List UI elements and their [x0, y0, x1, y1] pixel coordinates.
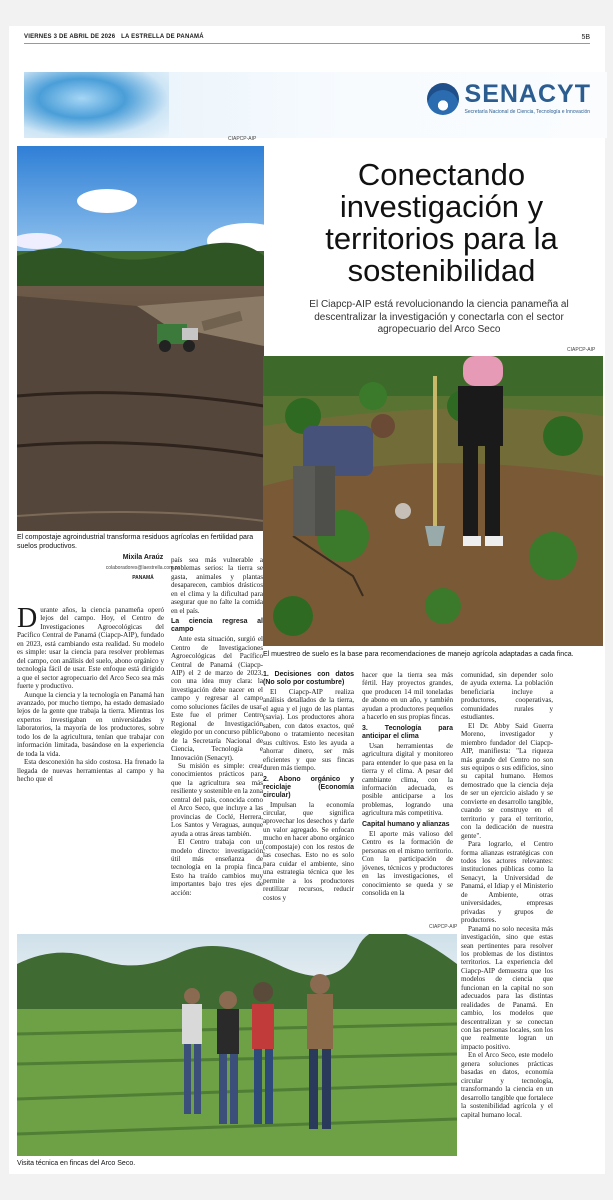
- column-3: [263, 671, 354, 902]
- article-title: Conectando investigación y territorios para la sostenibilidad: [325, 157, 558, 288]
- col1-paragraph-3: Esta desconexión ha sido costosa. Ha frenado la llegada de nuevas herramientas al campo y ha hecho que el: [17, 758, 164, 784]
- drop-cap: D: [17, 603, 38, 634]
- field-visit-photo-image: [17, 934, 457, 1156]
- column-2: [171, 556, 263, 897]
- column-5: [461, 671, 553, 1119]
- logo-text: SENACYT: [464, 80, 591, 108]
- col3-paragraph-2: Impulsan la economía circular, que significa aprovechar los desechos y darle un valor agregado. Se enfocan mucho en hacer abono orgánico (compostaje) con los restos de las cosechas. Esto no es solo para cuidar el ambiente, sino una estrategia técnica que les permite a los productores reutilizar recursos, reducir costos y: [263, 800, 354, 902]
- col4-paragraph-2: Usan herramientas de agricultura digital y monitoreo para entender lo que pasa en la tierra y el clima. A pesar del cambiante clima, con la información adecuada, es posible anticiparse a los problemas, logrando una agricultura más competitiva.: [362, 741, 453, 818]
- col4-paragraph-1: hacer que la tierra sea más fértil. Hay proyectos grandes, que producen 14 mil toneladas de abono en un año, y también ayudan a productores pequeños a hacerlo en sus propias fincas.: [362, 671, 453, 722]
- page-header: [24, 34, 204, 40]
- article-subtitle: El Ciapcp-AIP está revolucionando la ciencia panameña al descentralizar la investigación y conectarla con el sector agropecuario del Arco Seco: [309, 299, 569, 335]
- col5-paragraph-5: En el Arco Seco, este modelo genera soluciones prácticas basadas en datos, economía circular y tecnología, transformando la ciencia en un desarrollo tangible que fortalece la sostenibilidad agrícola y el capital humano local.: [461, 1051, 553, 1119]
- col3-subhead-2: 2. Abono orgánico y reciclaje (Economía circular): [263, 775, 354, 799]
- col5-paragraph-3: Para lograrlo, el Centro forma alianzas estratégicas con todos los actores relevantes: instituciones públicas como la Senacyt, la Universidad de Panamá, el Idiap y el Ministerio de Ambiente, otras universidades, empresas privadas y grupos de productores.: [461, 840, 553, 925]
- column-1: [17, 603, 164, 784]
- soil-sampling-photo-image: [263, 356, 603, 646]
- senacyt-logo-icon: [427, 83, 459, 115]
- newspaper-page: [9, 26, 605, 1174]
- col2-paragraph-4: El Centro trabaja con un modelo directo: investigación útil más enseñanza de tecnología en la propia finca. Esto ha traído cambios muy importantes bajo tres ejes de acción:: [171, 838, 263, 897]
- col2-paragraph-3: Su misión es simple: crear conocimientos prácticos para que la agricultura sea más resiliente y sostenible en la zona central del país, conocida como el Arco Seco, que incluye a las provincias de Coclé, Herrera, Los Santos y Veraguas, aunque ayuda a otras áreas también.: [171, 761, 263, 838]
- date-line: VIERNES 3 DE ABRIL DE 2026: [24, 34, 116, 40]
- soil-sampling-photo: [263, 356, 603, 646]
- col5-paragraph-1: comunidad, sin depender solo de ayuda externa. La población beneficiaria incluye a productores, cooperativas, comunidades rurales y estudiantes.: [461, 671, 553, 722]
- col5-paragraph-2: El Dr. Abby Said Guerra Moreno, investigador y miembro fundador del Ciapcp-AIP, manifiesta: "La riqueza más grande del Centro no son sus equipos o sus edificios, sino su capital humano. Hemos demostrado que la ciencia deja de ser un ejercicio aislado y se convierte en desarrollo tangible, cuando se construye en el territorio y para el territorio, con la dedicación de nuestra gente".: [461, 721, 553, 840]
- author-email: colaboradores@laestrella.com.pa: [105, 565, 181, 571]
- location: PANAMÁ: [132, 575, 154, 581]
- col4-paragraph-3: El aporte más valioso del Centro es la formación de personas en el mismo territorio. Con la participación de jóvenes, técnicos y productores en las investigaciones, el conocimiento se queda y se consolida en la: [362, 829, 453, 897]
- photo-credit-soil: CIAPCP-AIP: [567, 347, 596, 353]
- banner-graphic: [24, 72, 169, 138]
- col1-paragraph-1: urante años, la ciencia panameña operó lejos del campo. Hoy, el Centro de Investigaciones Agroecológicas del Pacífico Central de Panamá (Ciapcp-AIP), fundado en 2023, está cambiando esta realidad. Su modelo es simple: usar la ciencia para resolver problemas del campo, con análisis del suelo, abono orgánico y tecnología fácil de usar. Este enfoque está dirigido a que el sector agropecuario del Arco Seco sea más fuerte y productivo.: [17, 606, 164, 691]
- newspaper-name: LA ESTRELLA DE PANAMÁ: [121, 34, 204, 40]
- soil-caption: El muestreo de suelo es la base para recomendaciones de manejo agrícola adaptadas a cada finca.: [263, 651, 574, 658]
- compost-caption: El compostaje agroindustrial transforma residuos agrícolas en fertilidad para suelos productivos.: [17, 534, 254, 550]
- col2-subhead-1: La ciencia regresa al campo: [171, 618, 263, 634]
- compost-photo-image: [17, 146, 264, 531]
- col5-paragraph-4: Panamá no solo necesita más investigación, sino que estas sean pertinentes para resolver los problemas de los distintos territorios. La experiencia del Ciapcp-AIP demuestra que los modelos de ciencia que funcionan en la capital no son adecuados para las distintas realidades de Panamá. En cambio, los modelos que descentralizan y se conectan con las personas locales, son los que realmente logran un impacto positivo.: [461, 924, 553, 1051]
- col4-subhead-1: 3. Tecnología para anticipar el clima: [362, 724, 453, 740]
- col3-paragraph-1: El Ciapcp-AIP realiza análisis detallados de la tierra, el agua y el jugo de las plantas (savia). Los productores ahora saben, con datos exactos, qué abono o tratamiento necesitan sus cultivos. Esto les ayuda a ahorrar dinero, ser más eficientes y que sus fincas duren más tiempo.: [263, 688, 354, 773]
- header-rule: [24, 43, 590, 44]
- photo-credit-visit: CIAPCP-AIP: [429, 924, 458, 930]
- col1-paragraph-2: Aunque la ciencia y la tecnología en Panamá han avanzado, por mucho tiempo, ha estado demasiado lejos de la gente que trabaja la tierra. Mientras los expertos investigaban en universidades y laboratorios, la mayoría de los productores, sobre todo los de la agricultura, tenían que trabajar con información limitada, basándose en la experiencia de toda la vida.: [17, 690, 164, 758]
- visit-caption: Visita técnica en fincas del Arco Seco.: [17, 1160, 136, 1167]
- author-name: Mixila Araúz: [122, 554, 164, 561]
- field-visit-photo: [17, 934, 457, 1156]
- col3-subhead-1: 1. Decisiones con datos (No solo por costumbre): [263, 671, 354, 686]
- column-4: [362, 671, 453, 897]
- page-number: 5B: [581, 34, 590, 41]
- col2-paragraph-2: Ante esta situación, surgió el Centro de Investigaciones Agroecológicas del Pacífico Central de Panamá (Ciapcp-AIP) el 2 de marzo de 2023, con una idea muy clara: la investigación debe nacer en el campo y regresar al campo como soluciones fáciles de usar. Este fue el primer Centro Regional de Investigación elegido por un concurso público de la Secretaría Nacional de Ciencia, Tecnología e Innovación (Senacyt).: [171, 635, 263, 762]
- senacyt-banner: [24, 72, 607, 138]
- compost-photo: [17, 146, 264, 531]
- col4-subhead-2: Capital humano y alianzas: [362, 820, 450, 828]
- col2-paragraph-1: país sea más vulnerable a problemas serios: la tierra se gasta, animales y plantas desaparecen, cambios drásticos en el clima y la dificultad para asegurar que no falte la comida en el país.: [171, 556, 263, 615]
- photo-credit-compost: CIAPCP-AIP: [228, 136, 257, 142]
- senacyt-logo: [427, 82, 591, 115]
- logo-subtitle: Secretaría Nacional de Ciencia, Tecnología e Innovación: [464, 109, 591, 115]
